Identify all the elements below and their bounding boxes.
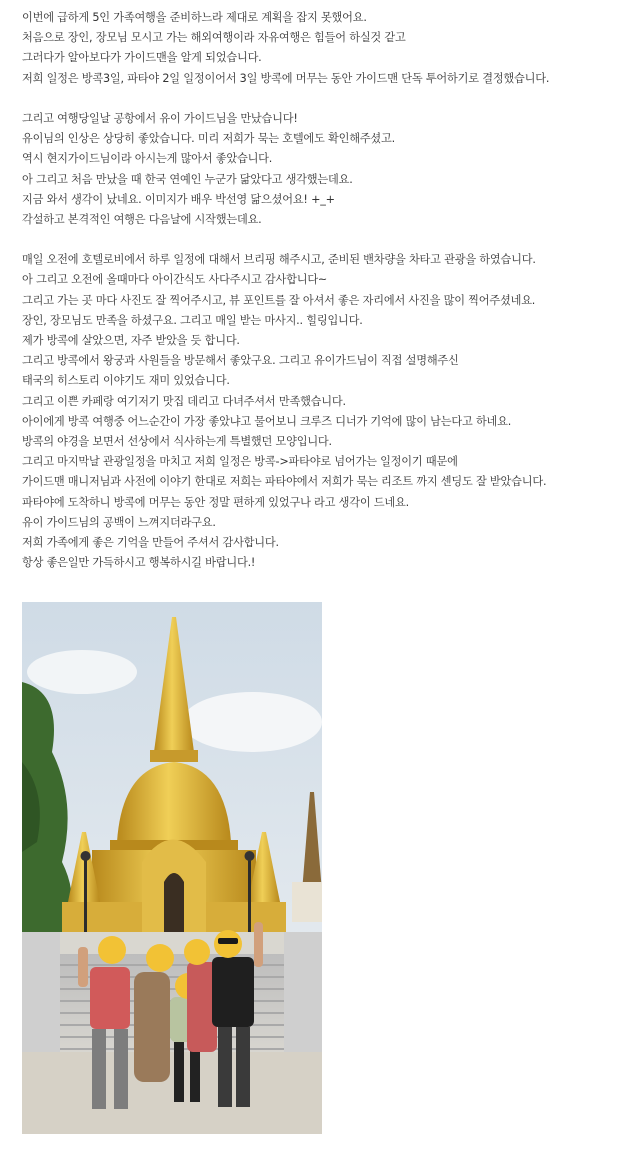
balustrade — [22, 932, 60, 1052]
balustrade — [284, 932, 322, 1052]
review-paragraph-2 — [22, 109, 632, 230]
review-line: 매일 오전에 호텔로비에서 하루 일정에 대해서 브리핑 해주시고, 준비된 밴차량을 차타고 관광을 하였습니다. — [22, 253, 536, 267]
doorway — [164, 873, 184, 942]
lamp-post — [84, 857, 87, 937]
review-line: 그리고 가는 곳 마다 사진도 잘 찍어주시고, 뷰 포인트를 잘 아셔서 좋은 자리에서 사진을 많이 찍어주셨네요. — [22, 293, 536, 307]
review-line: 지금 와서 생각이 났네요. 이미지가 배우 박선영 닮으셨어요! +_+ — [22, 192, 335, 206]
cloud — [182, 692, 322, 752]
review-line: 방콕의 야경을 보면서 선상에서 식사하는게 특별했던 모양입니다. — [22, 434, 332, 448]
review-line: 역시 현지가이드님이라 아시는게 많아서 좋았습니다. — [22, 152, 273, 166]
review-line: 항상 좋은일만 가득하시고 행복하시길 바랍니다.! — [22, 556, 256, 570]
review-line: 각설하고 본격적인 여행은 다음날에 시작했는데요. — [22, 212, 262, 226]
review-line: 제가 방콕에 살았으면, 자주 받았을 듯 합니다. — [22, 334, 240, 347]
building — [292, 882, 322, 922]
review-line: 저희 일정은 방콕3일, 파타야 2일 일정이어서 3일 방콕에 머무는 동안 가이드맨 단독 투어하기로 결정했습니다. — [22, 71, 550, 85]
review-line: 아 그리고 오전에 올때마다 아이간식도 사다주시고 감사합니다~ — [22, 273, 328, 287]
review-line: 이번에 급하게 5인 가족여행을 준비하느라 제대로 계획을 잡지 못했어요. — [22, 11, 367, 24]
review-line: 유이님의 인상은 상당히 좋았습니다. 미리 저희가 묵는 호텔에도 확인해주셨고. — [22, 132, 395, 146]
review-line: 그리고 여행당일날 공항에서 유이 가이드님을 만났습니다! — [22, 111, 298, 125]
review-line: 아이에게 방콕 여행중 어느순간이 가장 좋았냐고 물어보니 크루즈 디너가 기억에 많이 남는다고 하네요. — [22, 414, 512, 428]
review-line: 파타야에 도착하니 방콕에 머무는 동안 정말 편하게 있었구나 라고 생각이 드네요. — [22, 495, 409, 509]
review-paragraph-1 — [22, 8, 632, 89]
ground — [22, 1052, 322, 1134]
cloud — [27, 650, 137, 694]
review-line: 장인, 장모님도 만족을 하셨구요. 그리고 매일 받는 마사지.. 힐링입니다. — [22, 313, 363, 327]
review-post — [22, 8, 632, 573]
lamp — [245, 851, 255, 861]
review-line: 그리고 마지막날 관광일정을 마치고 저희 일정은 방콕->파타야로 넘어가는 일정이기 때문에 — [22, 455, 458, 469]
review-line: 아 그리고 처음 만났을 때 한국 연예인 누군가 닮았다고 생각했는데요. — [22, 172, 353, 186]
review-line: 처음으로 장인, 장모님 모시고 가는 해외여행이라 자유여행은 힘들어 하실것 같고 — [22, 31, 406, 45]
lamp — [81, 851, 91, 861]
review-line: 태국의 히스토리 이야기도 재미 있었습니다. — [22, 374, 230, 388]
review-line: 그리고 이쁜 카페랑 여기저기 맛집 데리고 다녀주셔서 만족했습니다. — [22, 394, 346, 408]
review-line: 그리고 방콕에서 왕궁과 사원들을 방문해서 좋았구요. 그리고 유이가드님이 직접 설명해주신 — [22, 354, 459, 368]
platform — [22, 932, 322, 954]
review-paragraph-3 — [22, 250, 632, 573]
review-line: 그러다가 알아보다가 가이드맨을 알게 되었습니다. — [22, 51, 262, 65]
paragraph-spacer — [22, 230, 632, 250]
review-line: 저희 가족에게 좋은 기억을 만들어 주셔서 감사합니다. — [22, 535, 279, 549]
review-line: 가이드맨 매니저님과 사전에 이야기 한대로 저희는 파타야에서 저희가 묵는 리조트 까지 센딩도 잘 받았습니다. — [22, 475, 547, 489]
stupa-rings — [150, 750, 198, 762]
family-at-golden-stupa-photo — [22, 602, 322, 1134]
review-line: 유이 가이드님의 공백이 느껴지더라구요. — [22, 515, 216, 529]
lamp-post — [248, 857, 251, 937]
paragraph-spacer — [22, 89, 632, 109]
